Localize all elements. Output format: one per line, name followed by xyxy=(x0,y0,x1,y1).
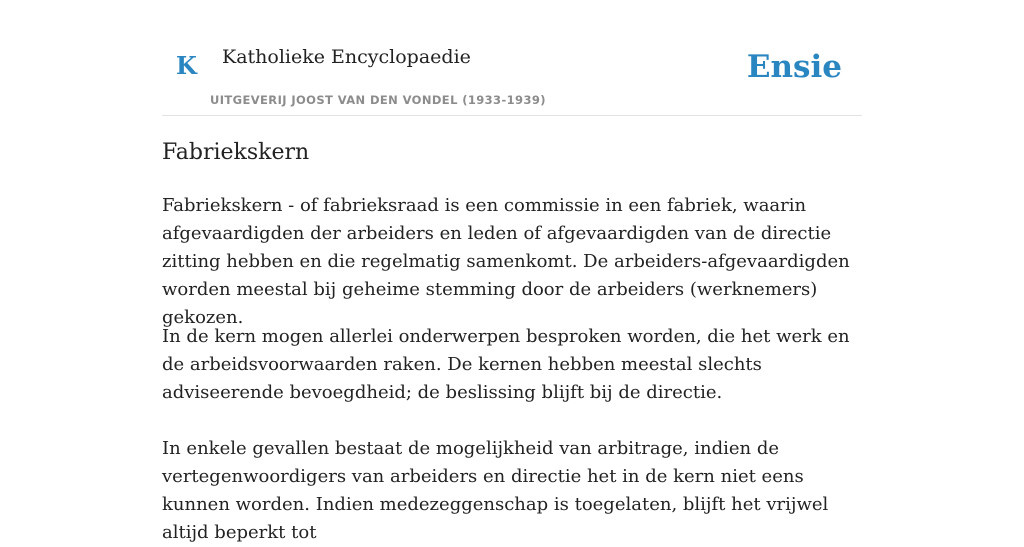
site-header xyxy=(162,0,862,116)
site-title-link[interactable]: Katholieke Encyclopaedie xyxy=(222,46,471,68)
publisher-subtitle: UITGEVERIJ JOOST VAN DEN VONDEL (1933-1939) xyxy=(210,93,546,107)
ensie-brand-link[interactable]: Ensie xyxy=(746,49,842,85)
article-paragraph-1: Fabriekskern - of fabrieksraad is een commissie in een fabriek, waarin afgevaardigden der arbeiders en leden of afgevaardigden van de directie zitting hebben en die regelmatig samenkomt. De arbeiders-afgevaardigden worden meestal bij geheime stemming door de arbeiders (werknemers) gekozen. xyxy=(162,195,850,328)
site-logo-icon[interactable]: K xyxy=(176,51,197,80)
article-paragraph-3: In enkele gevallen bestaat de mogelijkheid van arbitrage, indien de vertegenwoordigers van arbeiders en directie het in de kern niet eens kunnen worden. Indien medezeggenschap is toegelaten, blijft het vrijwel altijd beperkt tot xyxy=(162,438,829,543)
article-paragraph-2: In de kern mogen allerlei onderwerpen besproken worden, die het werk en de arbeidsvoorwaarden raken. De kernen hebben meestal slechts adviseerende bevoegdheid; de beslissing blijft bij de directie. xyxy=(162,326,850,403)
article-title: Fabriekskern xyxy=(162,140,310,165)
